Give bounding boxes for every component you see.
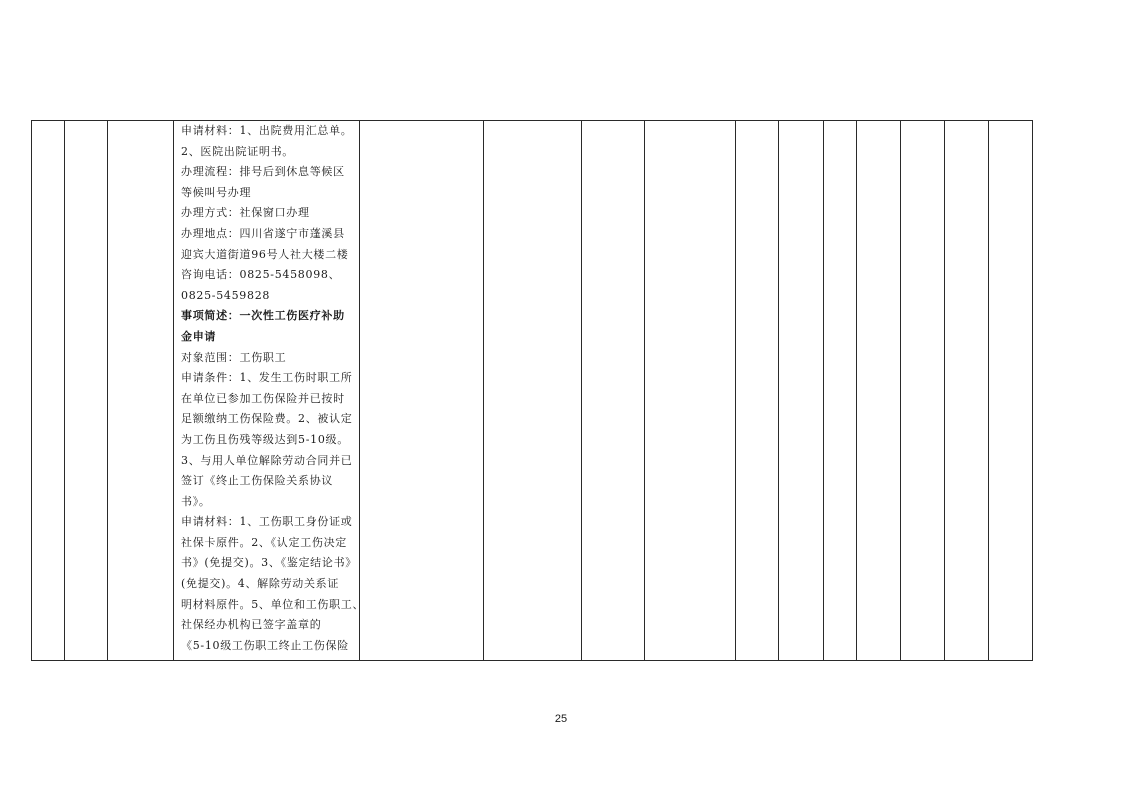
description-line: 《5-10级工伤职工终止工伤保险 <box>181 638 349 652</box>
description-line: 办理流程：排号后到休息等候区 <box>181 165 345 179</box>
description-line: 足额缴纳工伤保险费。2、被认定 <box>181 412 353 426</box>
description-line: 签订《终止工伤保险关系协议 <box>181 474 334 488</box>
description-line: 书》(免提交)。3、《鉴定结论书》 <box>181 556 357 570</box>
description-line: 为工伤且伤残等级达到5-10级。 <box>181 432 349 446</box>
service-items-table <box>31 120 1033 661</box>
table-cell-empty <box>857 121 901 661</box>
description-line: 社保卡原件。2、《认定工伤决定 <box>181 535 347 549</box>
table-cell-empty <box>32 121 65 661</box>
description-line: 3、与用人单位解除劳动合同并已 <box>181 453 353 467</box>
description-line: 申请材料：1、出院费用汇总单。 <box>181 124 353 137</box>
table-cell-empty <box>989 121 1033 661</box>
description-line: 办理地点：四川省遂宁市蓬溪县 <box>181 226 345 240</box>
description-line: 咨询电话：0825-5458098、 <box>181 268 341 282</box>
table-cell-empty <box>108 121 174 661</box>
description-text-block <box>181 121 365 656</box>
table-cell-empty <box>65 121 108 661</box>
table-cell-empty <box>901 121 945 661</box>
description-line: 迎宾大道街道96号人社大楼二楼 <box>181 247 349 261</box>
description-line: 申请材料：1、工伤职工身份证或 <box>181 515 353 529</box>
table-cell-empty <box>645 121 736 661</box>
table-cell-empty <box>824 121 857 661</box>
item-title-line: 事项简述：一次性工伤医疗补助 <box>181 309 345 323</box>
page-number: 25 <box>554 713 568 725</box>
table-cell-empty <box>945 121 989 661</box>
description-line: 申请条件：1、发生工伤时职工所 <box>181 371 353 385</box>
description-line: 社保经办机构已签字盖章的 <box>181 618 322 632</box>
item-description-cell <box>174 121 365 661</box>
item-title-line: 金申请 <box>181 329 217 343</box>
description-line: 明材料原件。5、单位和工伤职工、 <box>181 597 365 611</box>
table-cell-empty <box>582 121 645 661</box>
table-cell-empty <box>779 121 824 661</box>
table-row <box>32 121 1033 661</box>
table-cell-empty <box>360 121 484 661</box>
table-cell-empty <box>484 121 582 661</box>
description-line: 0825-5459828 <box>181 288 271 302</box>
description-line: 在单位已参加工伤保险并已按时 <box>181 391 345 405</box>
description-line: 对象范围：工伤职工 <box>181 350 287 364</box>
description-line: 书》。 <box>181 494 211 508</box>
table-cell-empty <box>736 121 779 661</box>
description-line: (免提交)。4、解除劳动关系证 <box>181 577 340 591</box>
description-line: 等候叫号办理 <box>181 185 252 199</box>
description-line: 2、医院出院证明书。 <box>181 144 294 158</box>
description-line: 办理方式：社保窗口办理 <box>181 206 310 220</box>
